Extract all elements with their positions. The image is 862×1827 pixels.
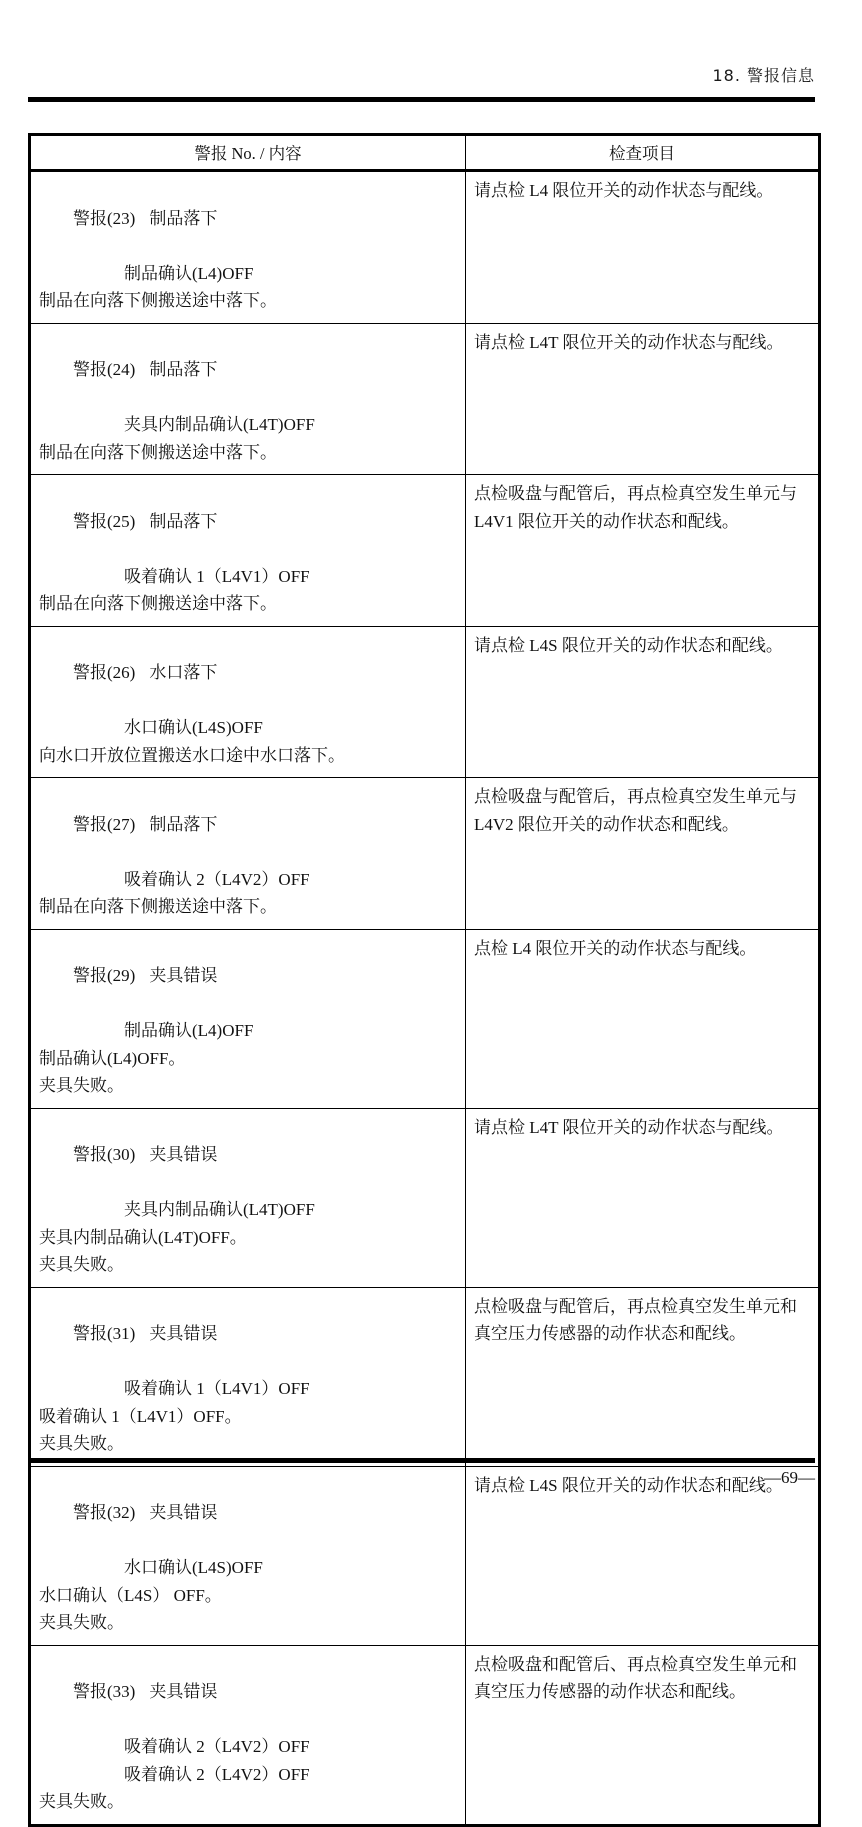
alarm-title: 制品落下 (149, 208, 218, 228)
alarm-description-line: 夹具失败。 (39, 1255, 124, 1274)
alarm-signal-line: 夹具内制品确认(L4T)OFF (124, 1200, 315, 1219)
table-row (30, 929, 820, 1108)
alarm-number: 警报(25) (73, 511, 136, 531)
column-header-check-items: 检查项目 (466, 135, 820, 171)
check-item-text: 点检 L4 限位开关的动作状态与配线。 (474, 938, 757, 958)
header-rule (28, 97, 815, 102)
alarm-heading-line (39, 632, 457, 715)
alarm-title: 夹具错误 (149, 1145, 218, 1164)
alarm-number: 警报(27) (73, 814, 136, 834)
alarm-heading-line (39, 935, 457, 1018)
alarm-number: 警报(23) (73, 208, 136, 228)
alarm-heading-line (39, 783, 457, 866)
alarm-heading-line (39, 480, 457, 563)
alarm-content-cell (30, 626, 466, 778)
table-row (30, 171, 820, 324)
alarm-title: 水口落下 (149, 663, 218, 682)
alarm-description-line: 夹具内制品确认(L4T)OFF。 (39, 1227, 247, 1247)
check-item-cell (466, 323, 820, 475)
alarm-content-cell (30, 929, 466, 1108)
table-row (30, 1108, 820, 1287)
alarm-content-cell (30, 475, 466, 627)
table-row (30, 475, 820, 627)
alarm-content-cell (30, 323, 466, 475)
alarm-signal-line: 吸着确认 1（L4V1）OFF (124, 1379, 310, 1398)
alarm-heading-line (39, 1293, 457, 1376)
check-item-text: 请点检 L4S 限位开关的动作状态和配线。 (474, 1475, 783, 1495)
alarm-content-cell (30, 1287, 466, 1466)
alarm-title: 夹具错误 (149, 1324, 218, 1343)
table-row (30, 778, 820, 930)
alarm-number: 警报(30) (73, 1145, 136, 1164)
alarm-heading-line (39, 1114, 457, 1197)
alarm-title: 制品落下 (149, 360, 218, 379)
check-item-cell (466, 171, 820, 324)
check-item-cell (466, 475, 820, 627)
table-row (30, 1466, 820, 1645)
alarm-content-cell (30, 171, 466, 324)
alarm-title: 夹具错误 (149, 1503, 218, 1522)
check-item-text: 请点检 L4S 限位开关的动作状态和配线。 (474, 635, 783, 655)
check-item-cell (466, 626, 820, 778)
alarm-content-cell (30, 778, 466, 930)
alarm-description-line: 制品在向落下侧搬送途中落下。 (39, 594, 277, 613)
page-number: —69— (764, 1468, 815, 1487)
alarm-signal-line: 吸着确认 2（L4V2）OFF (124, 869, 310, 889)
alarm-description-line: 夹具失败。 (39, 1613, 124, 1632)
alarm-description-line: 制品确认(L4)OFF。 (39, 1048, 186, 1068)
alarm-title: 夹具错误 (149, 1682, 218, 1701)
alarm-title: 制品落下 (149, 814, 218, 834)
check-item-cell (466, 1287, 820, 1466)
alarm-heading-line (39, 329, 457, 412)
check-item-text: 点检吸盘与配管后，再点检真空发生单元与 L4V2 限位开关的动作状态和配线。 (474, 787, 802, 834)
alarm-description-line: 水口确认（L4S） OFF。 (39, 1585, 222, 1605)
alarm-heading-line (39, 1651, 457, 1734)
alarm-description-line: 制品在向落下侧搬送途中落下。 (39, 291, 277, 310)
alarm-description-line: 向水口开放位置搬送水口途中水口落下。 (39, 745, 345, 765)
alarm-description-line: 夹具失败。 (39, 1792, 124, 1811)
alarm-description-line: 吸着确认 1（L4V1）OFF。 (39, 1406, 242, 1426)
alarm-signal-line: 水口确认(L4S)OFF (124, 718, 263, 737)
alarm-signal-line: 制品确认(L4)OFF (124, 263, 254, 283)
alarm-signal-line: 吸着确认 2（L4V2）OFF (124, 1764, 310, 1784)
table-row (30, 1287, 820, 1466)
check-item-text: 点检吸盘与配管后，再点检真空发生单元和真空压力传感器的动作状态和配线。 (474, 1296, 797, 1343)
check-item-text: 请点检 L4T 限位开关的动作状态与配线。 (474, 1117, 784, 1137)
table-row (30, 323, 820, 475)
check-item-cell (466, 929, 820, 1108)
footer-rule (28, 1458, 815, 1463)
alarm-signal-line: 吸着确认 1（L4V1）OFF (124, 566, 310, 586)
column-header-alarm-no-content: 警报 No. / 内容 (30, 135, 466, 171)
alarm-number: 警报(29) (73, 966, 136, 985)
check-item-cell (466, 1645, 820, 1825)
alarm-description-line: 制品在向落下侧搬送途中落下。 (39, 442, 277, 462)
alarm-description-line: 夹具失败。 (39, 1076, 124, 1095)
table-row (30, 626, 820, 778)
alarm-heading-line (39, 1472, 457, 1555)
alarm-content-cell (30, 1108, 466, 1287)
check-item-cell (466, 1466, 820, 1645)
alarm-heading-line (39, 177, 457, 260)
check-item-cell (466, 1108, 820, 1287)
alarm-number: 警报(24) (73, 360, 136, 379)
alarm-signal-line: 制品确认(L4)OFF (124, 1021, 254, 1040)
check-item-cell (466, 778, 820, 930)
alarm-signal-line: 吸着确认 2（L4V2）OFF (124, 1737, 310, 1756)
alarm-title: 制品落下 (149, 511, 218, 531)
alarm-signal-line: 水口确认(L4S)OFF (124, 1558, 263, 1577)
alarm-number: 警报(32) (73, 1503, 136, 1522)
alarm-number: 警报(33) (73, 1682, 136, 1701)
alarm-signal-line: 夹具内制品确认(L4T)OFF (124, 415, 315, 434)
check-item-text: 请点检 L4 限位开关的动作状态与配线。 (474, 181, 774, 200)
alarm-content-cell (30, 1466, 466, 1645)
alarm-title: 夹具错误 (149, 966, 218, 985)
alarm-content-cell (30, 1645, 466, 1825)
check-item-text: 点检吸盘和配管后、再点检真空发生单元和真空压力传感器的动作状态和配线。 (474, 1654, 797, 1701)
alarm-description-line: 夹具失败。 (39, 1434, 124, 1453)
check-item-text: 请点检 L4T 限位开关的动作状态与配线。 (474, 332, 784, 352)
chapter-heading: 18. 警报信息 (712, 66, 815, 85)
check-item-text: 点检吸盘与配管后，再点检真空发生单元与 L4V1 限位开关的动作状态和配线。 (474, 484, 802, 531)
table-header-row (30, 135, 820, 171)
alarm-table (28, 133, 821, 1827)
table-row (30, 1645, 820, 1825)
alarm-description-line: 制品在向落下侧搬送途中落下。 (39, 897, 277, 916)
alarm-number: 警报(31) (73, 1324, 136, 1343)
alarm-number: 警报(26) (73, 663, 136, 682)
